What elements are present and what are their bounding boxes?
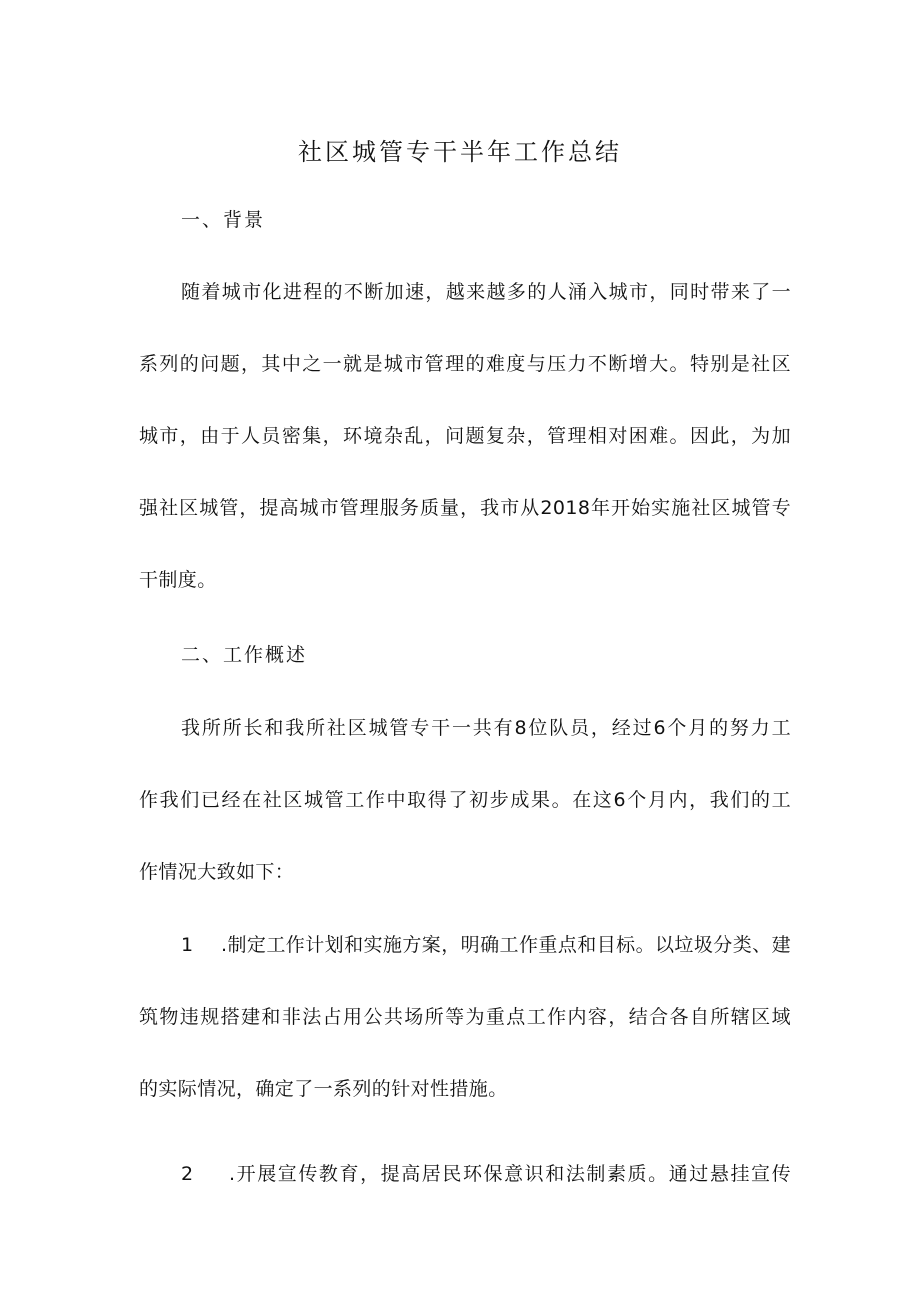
list-item-text: .开展宣传教育，提高居民环保意识和法制素质。通过悬挂宣传 <box>229 1163 791 1185</box>
list-item-number: 1 <box>181 934 194 956</box>
paragraph-line: 我所所长和我所社区城管专干一共有8位队员，经过6个月的努力工 <box>181 717 791 739</box>
document-title: 社区城管专干半年工作总结 <box>298 138 622 166</box>
section-heading-work-overview: 二、工作概述 <box>181 644 308 666</box>
paragraph-line: 城市，由于人员密集，环境杂乱，问题复杂，管理相对困难。因此，为加 <box>139 425 791 447</box>
paragraph-line: 干制度。 <box>139 569 217 591</box>
list-item-number: 2 <box>181 1163 194 1185</box>
paragraph-line: 强社区城管，提高城市管理服务质量，我市从2018年开始实施社区城管专 <box>139 497 791 519</box>
list-item-1-first-line <box>181 931 791 959</box>
paragraph-line: 作情况大致如下： <box>139 861 295 883</box>
paragraph-line: 随着城市化进程的不断加速，越来越多的人涌入城市，同时带来了一 <box>181 281 791 303</box>
paragraph-line: 系列的问题，其中之一就是城市管理的难度与压力不断增大。特别是社区 <box>139 353 791 375</box>
paragraph-line: 的实际情况，确定了一系列的针对性措施。 <box>139 1078 508 1100</box>
section-heading-background: 一、背景 <box>181 209 266 231</box>
list-item-text: .制定工作计划和实施方案，明确工作重点和目标。以垃圾分类、建 <box>221 934 791 956</box>
paragraph-line: 作我们已经在社区城管工作中取得了初步成果。在这6个月内，我们的工 <box>139 789 791 811</box>
paragraph-line: 筑物违规搭建和非法占用公共场所等为重点工作内容，结合各自所辖区域 <box>139 1006 791 1028</box>
list-item-2-first-line <box>181 1160 791 1188</box>
